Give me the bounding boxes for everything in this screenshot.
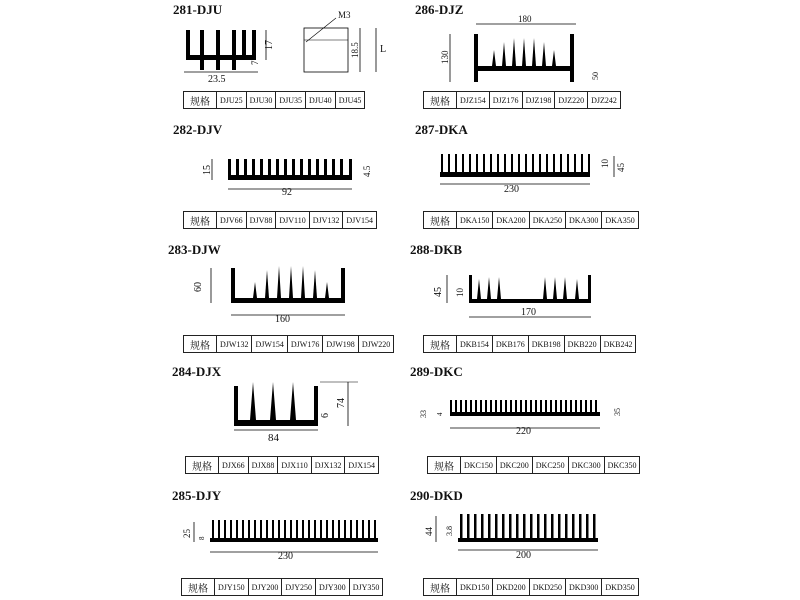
section-title-284: 284-DJX [172, 364, 222, 379]
section-title-285: 285-DJY [172, 488, 222, 503]
spec-cell: DJW132 [217, 336, 252, 353]
spec-cell: DJY350 [349, 579, 383, 596]
spec-table-286 [423, 91, 621, 109]
spec-cell: DJV154 [343, 212, 377, 229]
spec-table-287 [423, 211, 639, 229]
spec-cell: DJV66 [217, 212, 247, 229]
spec-head: 规格 [424, 212, 457, 229]
spec-cell: DKD150 [457, 579, 493, 596]
spec-table-288 [423, 335, 636, 353]
dim-width-290: 200 [516, 550, 531, 561]
spec-cell: DKA200 [493, 212, 529, 229]
dim-base-285: 8 [198, 536, 206, 540]
dim-width-288: 170 [521, 307, 536, 318]
spec-cell: DKA150 [457, 212, 493, 229]
dim-width-283: 160 [275, 314, 290, 325]
dim-thread-281: M3 [338, 10, 351, 20]
spec-cell: DJY150 [215, 579, 249, 596]
dim-height-281: 17 [264, 40, 275, 50]
dim-height-287: 45 [616, 163, 626, 172]
spec-cell: DJW198 [323, 336, 358, 353]
spec-cell: DKB154 [457, 336, 493, 353]
spec-cell: DJX66 [219, 457, 249, 474]
spec-cell: DKC350 [604, 457, 640, 474]
dim-base-286: 50 [591, 72, 600, 80]
dim-height-290: 44 [424, 527, 434, 536]
spec-cell: DJZ242 [588, 92, 621, 109]
spec-cell: DKA300 [566, 212, 602, 229]
spec-cell: DJY200 [248, 579, 282, 596]
section-title-287: 287-DKA [415, 122, 468, 137]
spec-table-284 [185, 456, 379, 474]
dim-height-284: 74 [336, 398, 347, 408]
spec-cell: DKB176 [492, 336, 528, 353]
spec-table-285 [181, 578, 383, 596]
dim-height-285: 25 [182, 529, 192, 538]
dim-width-285: 230 [278, 551, 293, 562]
dim-height-289: 33 [419, 410, 428, 418]
spec-head: 规格 [424, 92, 457, 109]
profile-drawing-290 [420, 508, 610, 564]
spec-cell: DKD250 [529, 579, 565, 596]
dim-base-287: 10 [600, 159, 610, 168]
dim-width-289: 220 [516, 426, 531, 437]
spec-cell: DJV88 [246, 212, 276, 229]
spec-cell: DJX110 [278, 457, 311, 474]
spec-table-290 [423, 578, 639, 596]
dim-base-282: 4.5 [362, 165, 372, 177]
dim-width-286: 180 [518, 14, 532, 24]
spec-cell: DKD300 [566, 579, 602, 596]
dim-width-282: 92 [282, 187, 292, 198]
profile-drawing-289 [412, 392, 627, 442]
spec-head: 规格 [424, 579, 457, 596]
section-title-289: 289-DKC [410, 364, 463, 379]
spec-head: 规格 [424, 336, 457, 353]
spec-head: 规格 [182, 579, 215, 596]
spec-table-289 [427, 456, 640, 474]
spec-cell: DJU25 [217, 92, 247, 109]
spec-cell: DKD350 [602, 579, 638, 596]
dim-side-b-281: 18.5 [350, 42, 360, 58]
spec-head: 规格 [428, 457, 461, 474]
dim-right-289: 35 [613, 408, 622, 416]
spec-cell: DJW154 [252, 336, 287, 353]
spec-cell: DJU40 [306, 92, 336, 109]
spec-table-283 [183, 335, 394, 353]
spec-head: 规格 [184, 212, 217, 229]
dim-side-281: 7 [250, 60, 260, 65]
dim-height-286: 130 [440, 50, 450, 64]
spec-cell: DKB242 [600, 336, 636, 353]
profile-drawing-286 [420, 14, 620, 86]
spec-table-281 [183, 91, 365, 109]
section-title-288: 288-DKB [410, 242, 462, 257]
spec-cell: DKB220 [564, 336, 600, 353]
spec-cell: DJU30 [246, 92, 276, 109]
spec-cell: DJU35 [276, 92, 306, 109]
section-title-283: 283-DJW [168, 242, 221, 257]
dim-base-289: 4 [436, 412, 444, 416]
dim-side-l-281: L [380, 44, 387, 55]
dim-width-287: 230 [504, 184, 519, 195]
spec-cell: DKC200 [496, 457, 532, 474]
spec-head: 规格 [184, 336, 217, 353]
spec-cell: DJX154 [345, 457, 379, 474]
spec-cell: DKC150 [461, 457, 497, 474]
section-title-286: 286-DJZ [415, 2, 464, 17]
dim-width-284: 84 [268, 432, 279, 444]
spec-cell: DJZ220 [555, 92, 588, 109]
dim-base-284: 6 [320, 413, 331, 418]
dim-height-283: 60 [193, 282, 204, 292]
dim-height-282: 15 [202, 165, 213, 175]
profile-drawing-288 [425, 265, 605, 327]
profile-drawing-287 [428, 150, 628, 200]
spec-cell: DJX132 [311, 457, 345, 474]
spec-cell: DJY300 [316, 579, 350, 596]
profile-drawing-281 [176, 10, 387, 85]
spec-cell: DKC250 [532, 457, 568, 474]
dim-width-281: 23.5 [208, 74, 226, 85]
dim-base-290: 3.8 [445, 526, 454, 536]
spec-cell: DJZ154 [457, 92, 490, 109]
spec-cell: DKB198 [528, 336, 564, 353]
spec-cell: DKA250 [529, 212, 565, 229]
profile-drawing-282 [198, 155, 383, 203]
profile-drawing-284 [210, 376, 380, 448]
dim-base-288: 10 [455, 288, 465, 297]
spec-cell: DJU45 [335, 92, 365, 109]
dim-height-288: 45 [433, 287, 444, 297]
spec-cell: DJZ198 [522, 92, 555, 109]
spec-cell: DJW176 [287, 336, 322, 353]
spec-cell: DKC300 [568, 457, 604, 474]
spec-head: 规格 [186, 457, 219, 474]
spec-table-282 [183, 211, 377, 229]
spec-cell: DJX88 [248, 457, 278, 474]
spec-cell: DKD200 [493, 579, 529, 596]
section-title-282: 282-DJV [173, 122, 223, 137]
spec-head: 规格 [184, 92, 217, 109]
profile-drawing-285 [178, 514, 383, 564]
spec-cell: DKA350 [602, 212, 638, 229]
spec-cell: DJW220 [358, 336, 393, 353]
spec-cell: DJV110 [276, 212, 309, 229]
profile-drawing-283 [183, 260, 383, 330]
spec-cell: DJV132 [309, 212, 343, 229]
section-title-290: 290-DKD [410, 488, 463, 503]
spec-cell: DJZ176 [489, 92, 522, 109]
section-title-281: 281-DJU [173, 2, 223, 17]
spec-cell: DJY250 [282, 579, 316, 596]
